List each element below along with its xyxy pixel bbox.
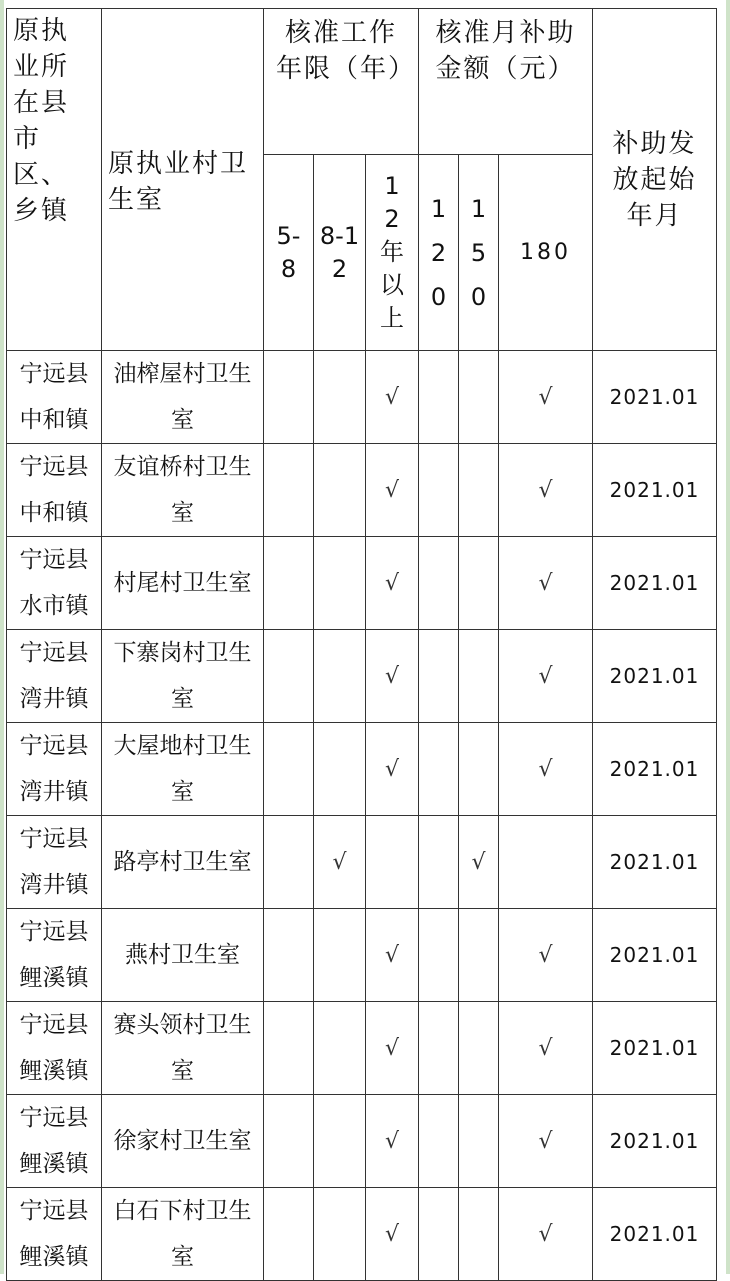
location-cell	[7, 630, 102, 723]
county-label: 宁远县	[19, 361, 89, 387]
county-label: 宁远县	[19, 826, 89, 852]
amount-180-cell	[499, 909, 593, 1002]
years-8-12-cell	[314, 909, 366, 1002]
years-8-12-cell	[314, 1188, 366, 1281]
county-label: 宁远县	[19, 1012, 89, 1038]
county-label: 宁远县	[19, 1198, 89, 1224]
town-label: 湾井镇	[19, 872, 89, 898]
check-mark: √	[384, 942, 400, 968]
start-date-cell: 2021.01	[593, 351, 717, 444]
county-label: 宁远县	[19, 547, 89, 573]
clinic-cell	[102, 537, 264, 630]
check-mark: √	[538, 1128, 553, 1154]
table-row	[7, 816, 717, 909]
years-8-12-cell	[314, 1002, 366, 1095]
start-date-cell: 2021.01	[593, 1095, 717, 1188]
check-mark: √	[538, 477, 553, 503]
clinic-name: 友谊桥村卫生室	[113, 454, 252, 526]
years-5-8-cell	[264, 1095, 314, 1188]
check-mark: √	[384, 1035, 400, 1061]
header-years-8-12: 8-12	[314, 155, 366, 351]
check-mark: √	[538, 384, 553, 410]
years-12-plus-cell	[366, 1002, 419, 1095]
amount-120-cell	[419, 909, 459, 1002]
page-edge-left	[0, 0, 4, 1274]
location-cell	[7, 444, 102, 537]
check-mark: √	[538, 570, 553, 596]
years-5-8-cell	[264, 444, 314, 537]
clinic-cell	[102, 1188, 264, 1281]
header-amount-150: 150	[459, 155, 499, 351]
amount-180-cell	[499, 1095, 593, 1188]
clinic-name: 路亭村卫生室	[113, 849, 252, 875]
amount-150-cell	[459, 1188, 499, 1281]
amount-150-cell	[459, 351, 499, 444]
years-12-plus-cell	[366, 1095, 419, 1188]
years-12-plus-cell	[366, 816, 419, 909]
years-5-8-cell	[264, 723, 314, 816]
location-cell	[7, 537, 102, 630]
town-label: 水市镇	[19, 593, 89, 619]
check-mark: √	[384, 1221, 400, 1247]
town-label: 鲤溪镇	[19, 1058, 89, 1084]
years-8-12-cell	[314, 444, 366, 537]
header-years-12-plus: 12年以上	[366, 155, 419, 351]
clinic-cell	[102, 816, 264, 909]
years-8-12-cell	[314, 351, 366, 444]
clinic-name: 白石下村卫生室	[113, 1198, 252, 1270]
location-cell	[7, 1188, 102, 1281]
years-12-plus-cell	[366, 351, 419, 444]
header-clinic: 原执业村卫生室	[102, 9, 264, 351]
town-label: 鲤溪镇	[19, 965, 89, 991]
years-12-plus-cell	[366, 1188, 419, 1281]
check-mark: √	[538, 1035, 553, 1061]
years-12-plus-cell	[366, 723, 419, 816]
amount-150-cell	[459, 1095, 499, 1188]
town-label: 中和镇	[19, 407, 89, 433]
amount-150-cell	[459, 444, 499, 537]
county-label: 宁远县	[19, 1105, 89, 1131]
table-row	[7, 723, 717, 816]
location-cell	[7, 1002, 102, 1095]
years-12-plus-cell	[366, 537, 419, 630]
start-date-cell: 2021.01	[593, 723, 717, 816]
amount-180-cell	[499, 444, 593, 537]
clinic-cell	[102, 1095, 264, 1188]
start-date-cell: 2021.01	[593, 537, 717, 630]
table-row	[7, 351, 717, 444]
amount-150-cell	[459, 816, 499, 909]
table-row	[7, 909, 717, 1002]
amount-120-cell	[419, 351, 459, 444]
header-amount-180: 180	[499, 155, 593, 351]
check-mark: √	[538, 1221, 553, 1247]
location-cell	[7, 1095, 102, 1188]
start-date-cell: 2021.01	[593, 444, 717, 537]
amount-150-cell	[459, 630, 499, 723]
amount-120-cell	[419, 1002, 459, 1095]
header-location: 原执业所在县市区、乡镇	[7, 9, 102, 351]
page-edge-right	[726, 0, 730, 1274]
check-mark: √	[384, 570, 400, 596]
years-8-12-cell	[314, 816, 366, 909]
start-date-cell: 2021.01	[593, 630, 717, 723]
amount-180-cell	[499, 723, 593, 816]
amount-180-cell	[499, 1002, 593, 1095]
clinic-name: 大屋地村卫生室	[113, 733, 252, 805]
location-cell	[7, 723, 102, 816]
table-row	[7, 1002, 717, 1095]
years-5-8-cell	[264, 630, 314, 723]
amount-150-cell	[459, 1002, 499, 1095]
table-row	[7, 1188, 717, 1281]
clinic-name: 下寨岗村卫生室	[113, 640, 252, 712]
county-label: 宁远县	[19, 733, 89, 759]
town-label: 鲤溪镇	[19, 1244, 89, 1270]
amount-180-cell	[499, 630, 593, 723]
clinic-name: 燕村卫生室	[125, 942, 240, 968]
years-5-8-cell	[264, 909, 314, 1002]
years-5-8-cell	[264, 351, 314, 444]
location-cell	[7, 351, 102, 444]
amount-120-cell	[419, 816, 459, 909]
clinic-cell	[102, 909, 264, 1002]
check-mark: √	[332, 849, 347, 875]
years-8-12-cell	[314, 630, 366, 723]
years-5-8-cell	[264, 816, 314, 909]
years-8-12-cell	[314, 723, 366, 816]
table-row	[7, 537, 717, 630]
town-label: 中和镇	[19, 500, 89, 526]
location-cell	[7, 909, 102, 1002]
years-5-8-cell	[264, 1188, 314, 1281]
amount-120-cell	[419, 723, 459, 816]
amount-120-cell	[419, 537, 459, 630]
amount-180-cell	[499, 537, 593, 630]
header-work-years: 核准工作年限（年）	[264, 9, 419, 155]
header-years-5-8: 5-8	[264, 155, 314, 351]
county-label: 宁远县	[19, 919, 89, 945]
check-mark: √	[384, 384, 400, 410]
years-5-8-cell	[264, 537, 314, 630]
amount-180-cell	[499, 1188, 593, 1281]
header-subsidy-amount: 核准月补助金额（元）	[419, 9, 593, 155]
start-date-cell: 2021.01	[593, 1188, 717, 1281]
county-label: 宁远县	[19, 454, 89, 480]
clinic-cell	[102, 444, 264, 537]
amount-120-cell	[419, 444, 459, 537]
start-date-cell: 2021.01	[593, 816, 717, 909]
years-12-plus-cell	[366, 909, 419, 1002]
subsidy-table	[6, 8, 717, 1281]
clinic-cell	[102, 351, 264, 444]
years-8-12-cell	[314, 1095, 366, 1188]
clinic-cell	[102, 1002, 264, 1095]
amount-150-cell	[459, 537, 499, 630]
amount-120-cell	[419, 630, 459, 723]
years-8-12-cell	[314, 537, 366, 630]
years-5-8-cell	[264, 1002, 314, 1095]
amount-150-cell	[459, 909, 499, 1002]
check-mark: √	[384, 756, 400, 782]
town-label: 湾井镇	[19, 779, 89, 805]
town-label: 鲤溪镇	[19, 1151, 89, 1177]
table-row	[7, 444, 717, 537]
clinic-name: 村尾村卫生室	[113, 570, 252, 596]
clinic-name: 油榨屋村卫生室	[113, 361, 252, 433]
amount-120-cell	[419, 1188, 459, 1281]
check-mark: √	[538, 942, 553, 968]
clinic-cell	[102, 723, 264, 816]
county-label: 宁远县	[19, 640, 89, 666]
amount-180-cell	[499, 816, 593, 909]
clinic-cell	[102, 630, 264, 723]
clinic-name: 赛头领村卫生室	[113, 1012, 252, 1084]
table-row	[7, 1095, 717, 1188]
amount-180-cell	[499, 351, 593, 444]
clinic-name: 徐家村卫生室	[113, 1128, 252, 1154]
header-amount-120: 120	[419, 155, 459, 351]
header-start-date: 补助发放起始年月	[593, 9, 717, 351]
start-date-cell: 2021.01	[593, 909, 717, 1002]
amount-120-cell	[419, 1095, 459, 1188]
amount-150-cell	[459, 723, 499, 816]
table-row	[7, 630, 717, 723]
check-mark: √	[538, 756, 553, 782]
check-mark: √	[471, 849, 486, 875]
years-12-plus-cell	[366, 630, 419, 723]
check-mark: √	[384, 1128, 400, 1154]
location-cell	[7, 816, 102, 909]
check-mark: √	[538, 663, 553, 689]
start-date-cell: 2021.01	[593, 1002, 717, 1095]
check-mark: √	[384, 663, 400, 689]
town-label: 湾井镇	[19, 686, 89, 712]
years-12-plus-cell	[366, 444, 419, 537]
check-mark: √	[384, 477, 400, 503]
